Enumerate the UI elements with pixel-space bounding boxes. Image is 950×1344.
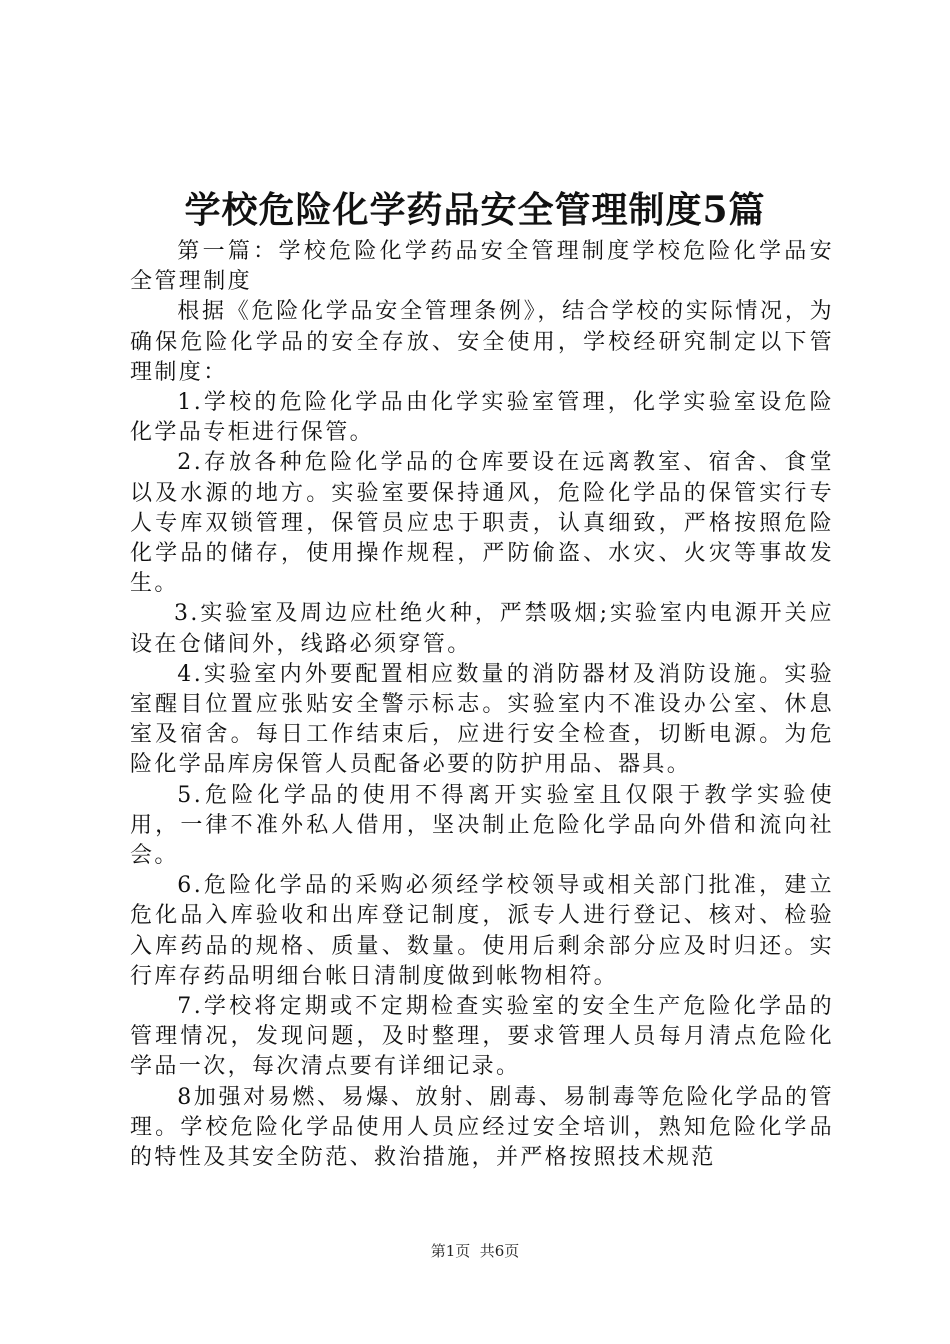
- page-number-footer: 第1页 共6页: [430, 1242, 520, 1260]
- paragraph-item-3: 3.实验室及周边应杜绝火种，严禁吸烟;实验室内电源开关应设在仓储间外，线路必须穿管。: [130, 601, 834, 657]
- paragraph-section-heading: 第一篇：学校危险化学药品安全管理制度学校危险化学品安全管理制度: [130, 239, 834, 295]
- paragraph-item-1: 1.学校的危险化学品由化学实验室管理，化学实验室设危险化学品专柜进行保管。: [130, 390, 834, 446]
- paragraph-item-4: 4.实验室内外要配置相应数量的消防器材及消防设施。实验室醒目位置应张贴安全警示标志。实验室内不准设办公室、休息室及宿舍。每日工作结束后，应进行安全检查，切断电源。为危险化学品库房保管人员配备必要的防护用品、器具。: [130, 661, 834, 778]
- paragraph-item-8: 8加强对易燃、易爆、放射、剧毒、易制毒等危险化学品的管理。学校危险化学品使用人员应经过安全培训，熟知危险化学品的特性及其安全防范、救治措施，并严格按照技术规范: [130, 1084, 834, 1171]
- paragraph-item-2: 2.存放各种危险化学品的仓库要设在远离教室、宿舍、食堂以及水源的地方。实验室要保持通风，危险化学品的保管实行专人专库双锁管理，保管员应忠于职责，认真细致，严格按照危险化学品的储存，使用操作规程，严防偷盗、水灾、火灾等事故发生。: [130, 450, 834, 597]
- paragraph-item-6: 6.危险化学品的采购必须经学校领导或相关部门批准，建立危化品入库验收和出库登记制度，派专人进行登记、核对、检验入库药品的规格、质量、数量。使用后剩余部分应及时归还。实行库存药品明细台帐日清制度做到帐物相符。: [130, 873, 834, 989]
- document-title: 学校危险化学药品安全管理制度5篇: [184, 189, 766, 231]
- paragraph-item-5: 5.危险化学品的使用不得离开实验室且仅限于教学实验使用，一律不准外私人借用，坚决制止危险化学品向外借和流向社会。: [130, 782, 834, 869]
- paragraph-intro: 根据《危险化学品安全管理条例》，结合学校的实际情况，为确保危险化学品的安全存放、安全使用，学校经研究制定以下管理制度：: [130, 299, 834, 385]
- document-body: [130, 237, 834, 1173]
- paragraph-item-7: 7.学校将定期或不定期检查实验室的安全生产危险化学品的管理情况，发现问题，及时整理，要求管理人员每月清点危险化学品一次，每次清点要有详细记录。: [130, 994, 834, 1080]
